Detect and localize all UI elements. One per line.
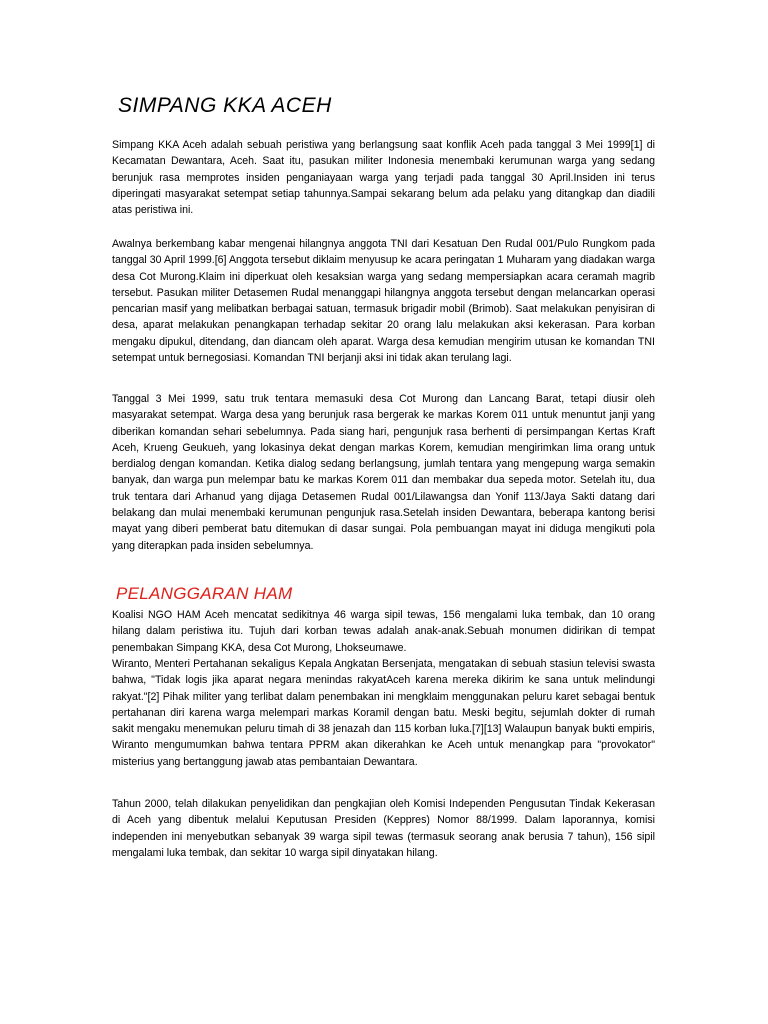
paragraph-intro-2: Awalnya berkembang kabar mengenai hilangnya anggota TNI dari Kesatuan Den Rudal 001/Pulo Rungkom pada tanggal 30 April 1999.[6] Anggota tersebut diklaim menyusup ke acara peringatan 1 Muharam yang diadakan warga desa Cot Murong.Klaim ini diperkuat oleh kesaksian warga yang sedang mempersiapkan acara ceramah magrib tersebut. Pasukan militer Detasemen Rudal menanggapi hilangnya anggota tersebut dengan melancarkan operasi pencarian masif yang melibatkan berbagai satuan, termasuk brigadir mobil (Brimob). Saat melakukan penyisiran di desa, aparat melakukan penangkapan terhadap sekitar 20 orang lalu melakukan aksi kekerasan. Para korban mengaku dipukul, ditendang, dan diancam oleh aparat. Warga desa kemudian mengirim utusan ke komandan TNI setempat untuk bernegosiasi. Komandan TNI berjanji aksi ini tidak akan terulang lagi.	[112, 238, 655, 365]
document-title: SIMPANG KKA ACEH	[118, 94, 332, 117]
section-heading-pelanggaran-ham: PELANGGARAN HAM	[116, 584, 293, 603]
paragraph-ham-1: Koalisi NGO HAM Aceh mencatat sedikitnya 46 warga sipil tewas, 156 mengalami luka tembak, dan 10 orang hilang dalam peristiwa itu. Tujuh dari korban tewas adalah anak-anak.Sebuah monumen didirikan di tempat penembakan Simpang KKA, desa Cot Murong, Lhokseumawe.	[112, 609, 655, 654]
paragraph-intro-1: Simpang KKA Aceh adalah sebuah peristiwa yang berlangsung saat konflik Aceh pada tanggal 3 Mei 1999[1] di Kecamatan Dewantara, Aceh. Saat itu, pasukan militer Indonesia menembaki kerumunan warga yang sedang berunjuk rasa memprotes insiden penganiayaan warga yang terjadi pada tanggal 30 April.Insiden ini terus diperingati masyarakat setempat setiap tahunnya.Sampai sekarang belum ada pelaku yang ditangkap dan diadili atas peristiwa ini.	[112, 139, 655, 217]
paragraph-ham-2: Wiranto, Menteri Pertahanan sekaligus Kepala Angkatan Bersenjata, mengatakan di sebuah stasiun televisi swasta bahwa, "Tidak logis jika aparat negara menindas rakyatAceh karena mereka dikirim ke sana untuk melindungi rakyat."[2] Pihak militer yang terlibat dalam penembakan ini mengklaim menggunakan peluru karet sebagai bentuk pertahanan diri karena warga melempari markas Koramil dengan batu. Meski begitu, sejumlah dokter di rumah sakit mengaku menemukan peluru timah di 38 jenazah dan 115 korban luka.[7][13] Walaupun banyak bukti empiris, Wiranto mengumumkan bahwa tentara PPRM akan dikerahkan ke Aceh untuk menangkap para "provokator" misterius yang bertanggung jawab atas pembantaian Dewantara.	[112, 658, 655, 768]
paragraph-intro-3: Tanggal 3 Mei 1999, satu truk tentara memasuki desa Cot Murong dan Lancang Barat, tetapi diusir oleh masyarakat setempat. Warga desa yang berunjuk rasa bergerak ke markas Korem 011 untuk menuntut janji yang diberikan komandan sehari sebelumnya. Pada siang hari, pengunjuk rasa berhenti di persimpangan Kertas Kraft Aceh, Krueng Geukueh, yang lokasinya dekat dengan markas Korem, kemudian mengirimkan lima orang untuk berdialog dengan komandan. Ketika dialog sedang berlangsung, jumlah tentara yang mengepung warga semakin banyak, dan warga pun melempar batu ke markas Korem 011 dan membakar dua sepeda motor. Setelah itu, dua truk tentara dari Arhanud yang dijaga Detasemen Rudal 001/Lilawangsa dan Yonif 113/Jaya Sakti datang dari belakang dan mulai menembaki kerumunan pengunjuk rasa.Setelah insiden Dewantara, beberapa kantong berisi mayat yang diberi pemberat batu ditemukan di dasar sungai. Pola pembuangan mayat ini diduga mengikuti pola yang diterapkan pada insiden sebelumnya.	[112, 393, 655, 552]
paragraph-ham-3: Tahun 2000, telah dilakukan penyelidikan dan pengkajian oleh Komisi Independen Pengusutan Tindak Kekerasan di Aceh yang dibentuk melalui Keputusan Presiden (Keppres) Nomor 88/1999. Dalam laporannya, komisi independen ini menyebutkan sebanyak 39 warga sipil tewas (termasuk seorang anak berusia 7 tahun), 156 sipil mengalami luka tembak, dan sekitar 10 warga sipil dinyatakan hilang.	[112, 798, 655, 859]
